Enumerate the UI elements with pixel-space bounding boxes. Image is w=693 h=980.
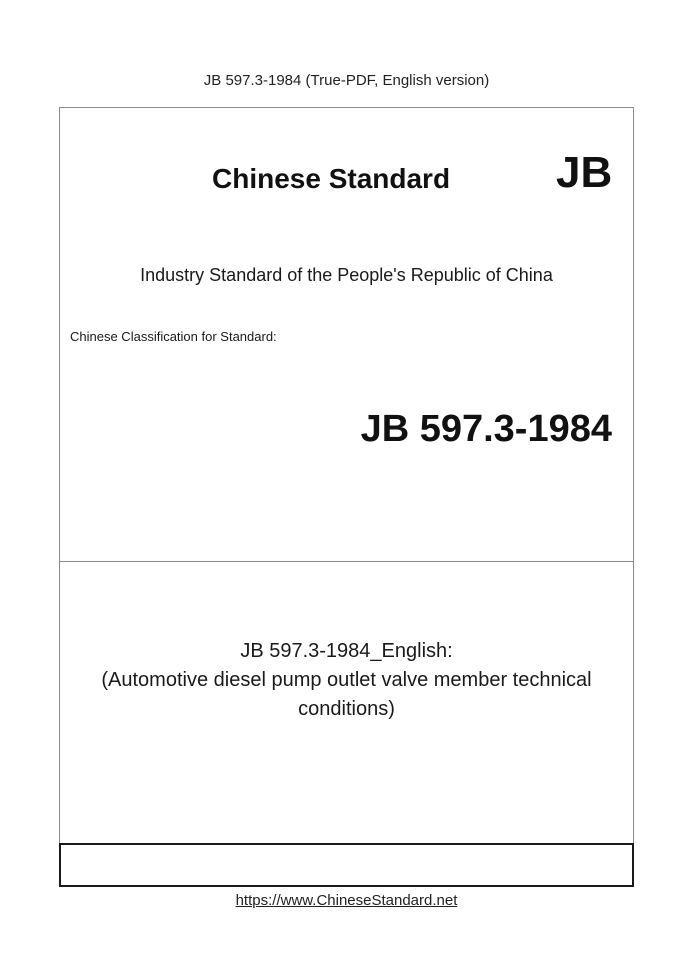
website-link[interactable]: https://www.ChineseStandard.net xyxy=(235,892,458,909)
description-line: JB 597.3-1984_English: xyxy=(240,640,453,662)
description-line: conditions) xyxy=(298,698,395,720)
cover-title: Chinese Standard xyxy=(212,163,451,194)
cover-frame xyxy=(59,107,634,886)
standard-number: JB 597.3-1984 xyxy=(360,408,612,450)
classification-label: Chinese Classification for Standard: xyxy=(70,329,277,344)
description-line: (Automotive diesel pump outlet valve member technical xyxy=(101,669,592,691)
footer-box xyxy=(59,843,634,887)
standard-description xyxy=(60,637,633,724)
document-header: JB 597.3-1984 (True-PDF, English version) xyxy=(203,72,490,89)
cover-subtitle: Industry Standard of the People's Republic of China xyxy=(140,265,553,285)
frame-divider xyxy=(60,561,633,562)
standard-code-prefix: JB xyxy=(556,148,613,197)
